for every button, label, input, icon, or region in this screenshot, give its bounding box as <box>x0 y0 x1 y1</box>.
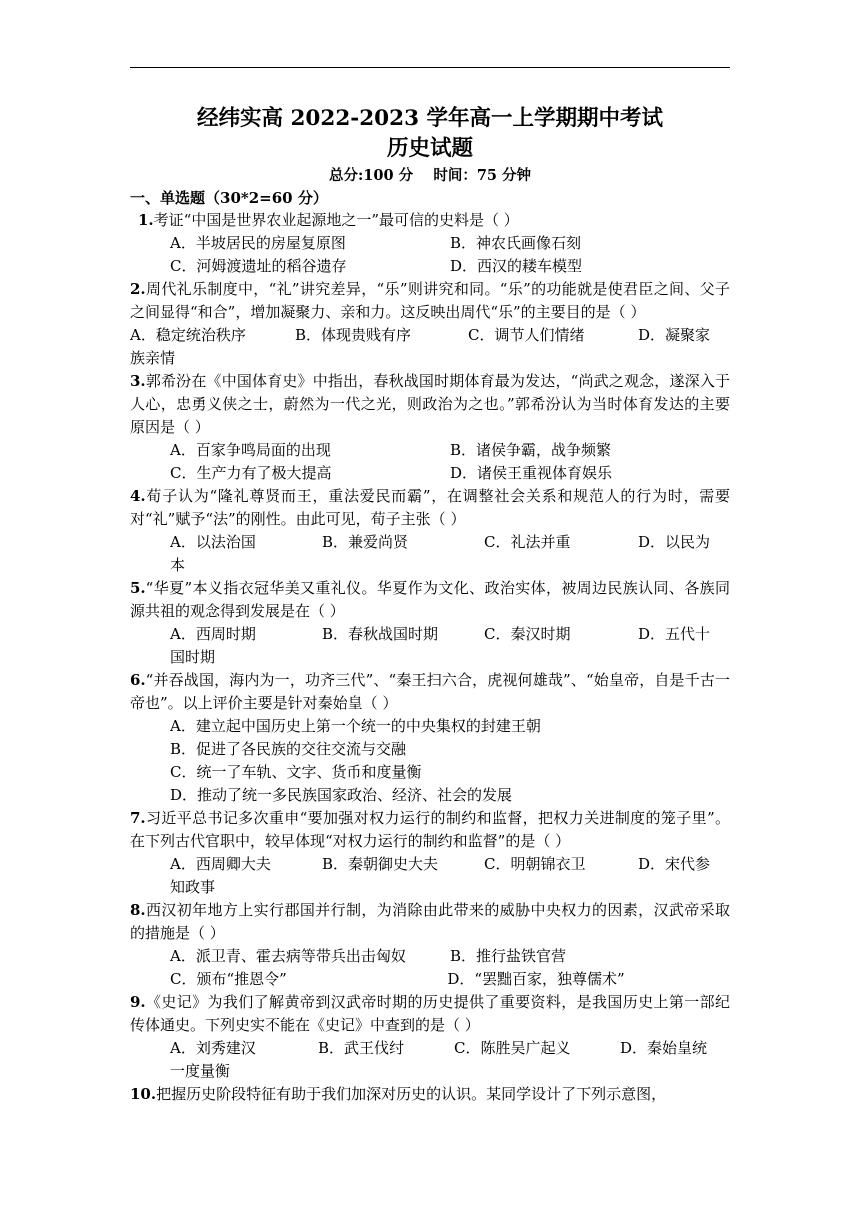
option-b[interactable]: B．武王伐纣 <box>318 1039 405 1057</box>
question-number: 4. <box>130 487 146 505</box>
question-stem: 荀子认为“隆礼尊贤而王，重法爱民而霸”，在调整社会关系和规范人的行为时，需要对“礼”赋予“法”的刚性。由此可见，荀子主张（ ） <box>130 487 730 528</box>
question-10 <box>130 1083 730 1106</box>
question-stem: 郭希汾在《中国体育史》中指出，春秋战国时期体育最为发达，“尚武之观念，遂深入于人心，忠勇义侠之士，蔚然为一代之光，则政治为之也。”郭希汾认为当时体育发达的主要原因是（ ） <box>130 372 730 436</box>
option-c[interactable]: C．礼法并重 <box>484 533 571 551</box>
question-6 <box>130 669 730 715</box>
option-b[interactable]: B．秦朝御史大夫 <box>322 855 439 873</box>
question-number: 1. <box>138 211 154 229</box>
question-2-options-wrap: 族亲情 <box>130 349 176 367</box>
option-a[interactable]: A．西周时期 <box>170 625 256 643</box>
exam-page <box>130 104 730 1106</box>
option-a[interactable]: A．西周卿大夫 <box>170 855 271 873</box>
option-a[interactable]: A．派卫青、霍去病等带兵出击匈奴 <box>170 947 406 965</box>
question-stem: 西汉初年地方上实行郡国并行制，为消除由此带来的威胁中央权力的因素，汉武帝采取的措施是（ ） <box>130 901 730 942</box>
question-number: 9. <box>130 993 146 1011</box>
option-d[interactable]: D．西汉的耧车模型 <box>450 257 583 275</box>
option-d[interactable]: D．推动了统一多民族国家政治、经济、社会的发展 <box>170 786 513 804</box>
exam-subject: 历史试题 <box>386 136 473 161</box>
option-c[interactable]: C．明朝锦衣卫 <box>484 855 586 873</box>
question-stem: 考证“中国是世界农业起源地之一”最可信的史料是（ ） <box>153 211 519 229</box>
option-c[interactable]: C．生产力有了极大提高 <box>170 464 332 482</box>
option-d[interactable]: D．“罢黜百家，独尊儒术” <box>447 970 625 988</box>
option-a[interactable]: A．刘秀建汉 <box>170 1039 256 1057</box>
option-a[interactable]: A．建立起中国历史上第一个统一的中央集权的封建王朝 <box>170 717 541 735</box>
option-b[interactable]: B．体现贵贱有序 <box>295 326 412 344</box>
question-number: 8. <box>130 901 146 919</box>
question-number: 3. <box>130 372 146 390</box>
question-3-options <box>130 439 730 462</box>
question-7 <box>130 807 730 853</box>
question-1-options <box>130 232 730 255</box>
question-9-options-wrap: 一度量衡 <box>170 1062 231 1080</box>
question-4-options-wrap: 本 <box>170 556 186 574</box>
option-b[interactable]: B．促进了各民族的交往交流与交融 <box>170 740 407 758</box>
question-stem: 把握历史阶段特征有助于我们加深对历史的认识。某同学设计了下列示意图， <box>156 1085 667 1103</box>
option-a[interactable]: A．百家争鸣局面的出现 <box>170 441 331 459</box>
section-heading: 一、单选题（30*2=60 分） <box>130 189 328 207</box>
question-9 <box>130 991 730 1037</box>
option-b[interactable]: B．诸侯争霸，战争频繁 <box>450 441 612 459</box>
option-d[interactable]: D．以民为 <box>638 533 711 551</box>
question-8 <box>130 899 730 945</box>
question-4 <box>130 485 730 531</box>
option-b[interactable]: B．推行盐铁官营 <box>450 947 567 965</box>
question-1 <box>130 209 730 232</box>
option-c[interactable]: C．秦汉时期 <box>484 625 571 643</box>
header-rule <box>130 67 730 68</box>
option-d[interactable]: D．秦始皇统 <box>620 1039 708 1057</box>
question-7-options <box>130 853 730 876</box>
option-d[interactable]: D．诸侯王重视体育娱乐 <box>450 464 613 482</box>
option-d[interactable]: D．宋代参 <box>638 855 711 873</box>
question-5-options <box>130 623 730 646</box>
question-stem: “华夏”本义指衣冠华美又重礼仪。华夏作为文化、政治实体，被周边民族认同、各族同源共祖的观念得到发展是在（ ） <box>130 579 730 620</box>
option-c[interactable]: C．陈胜吴广起义 <box>454 1039 571 1057</box>
question-2 <box>130 278 730 324</box>
question-number: 10. <box>130 1085 157 1103</box>
question-3 <box>130 370 730 439</box>
question-7-options-wrap: 知政事 <box>170 878 216 896</box>
option-b[interactable]: B．兼爱尚贤 <box>322 533 409 551</box>
option-a[interactable]: A．半坡居民的房屋复原图 <box>170 234 346 252</box>
option-c[interactable]: C．河姆渡遗址的稻谷遗存 <box>170 257 347 275</box>
question-stem: “并吞战国，海内为一，功齐三代”、“秦王扫六合，虎视何雄哉”、“始皇帝，自是千古一帝也”。以上评价主要是针对秦始皇（ ） <box>130 671 730 712</box>
question-2-options <box>130 324 730 347</box>
option-c[interactable]: C．调节人们情绪 <box>468 326 585 344</box>
question-stem: 《史记》为我们了解黄帝到汉武帝时期的历史提供了重要资料，是我国历史上第一部纪传体通史。下列史实不能在《史记》中查到的是（ ） <box>130 993 730 1034</box>
question-5-options-wrap: 国时期 <box>170 648 216 666</box>
exam-title: 经纬实高 2022-2023 学年高一上学期期中考试 <box>196 106 664 131</box>
question-number: 6. <box>130 671 146 689</box>
question-number: 2. <box>130 280 146 298</box>
option-d[interactable]: D．五代十 <box>638 625 711 643</box>
option-d[interactable]: D．凝聚家 <box>638 326 711 344</box>
question-4-options <box>130 531 730 554</box>
question-9-options <box>130 1037 730 1060</box>
question-5 <box>130 577 730 623</box>
question-1-options-2 <box>130 255 730 278</box>
option-a[interactable]: A．稳定统治秩序 <box>130 326 246 344</box>
option-b[interactable]: B．神农氏画像石刻 <box>450 234 582 252</box>
question-stem: 习近平总书记多次重申“要加强对权力运行的制约和监督，把权力关进制度的笼子里”。在下列古代官职中，较早体现“对权力运行的制约和监督”的是（ ） <box>130 809 730 850</box>
question-8-options <box>130 945 730 968</box>
question-3-options-2 <box>130 462 730 485</box>
exam-meta: 总分:100 分 时间：75 分钟 <box>328 167 532 184</box>
option-b[interactable]: B．春秋战国时期 <box>322 625 439 643</box>
option-c[interactable]: C．统一了车轨、文字、货币和度量衡 <box>170 763 422 781</box>
question-stem: 周代礼乐制度中，“礼”讲究差异，“乐”则讲究和同。“乐”的功能就是使君臣之间、父子之间显得“和合”，增加凝聚力、亲和力。这反映出周代“乐”的主要目的是（ ） <box>130 280 730 321</box>
question-8-options-2 <box>130 968 730 991</box>
question-number: 5. <box>130 579 146 597</box>
option-a[interactable]: A．以法治国 <box>170 533 256 551</box>
question-number: 7. <box>130 809 146 827</box>
option-c[interactable]: C．颁布“推恩令” <box>170 970 287 988</box>
